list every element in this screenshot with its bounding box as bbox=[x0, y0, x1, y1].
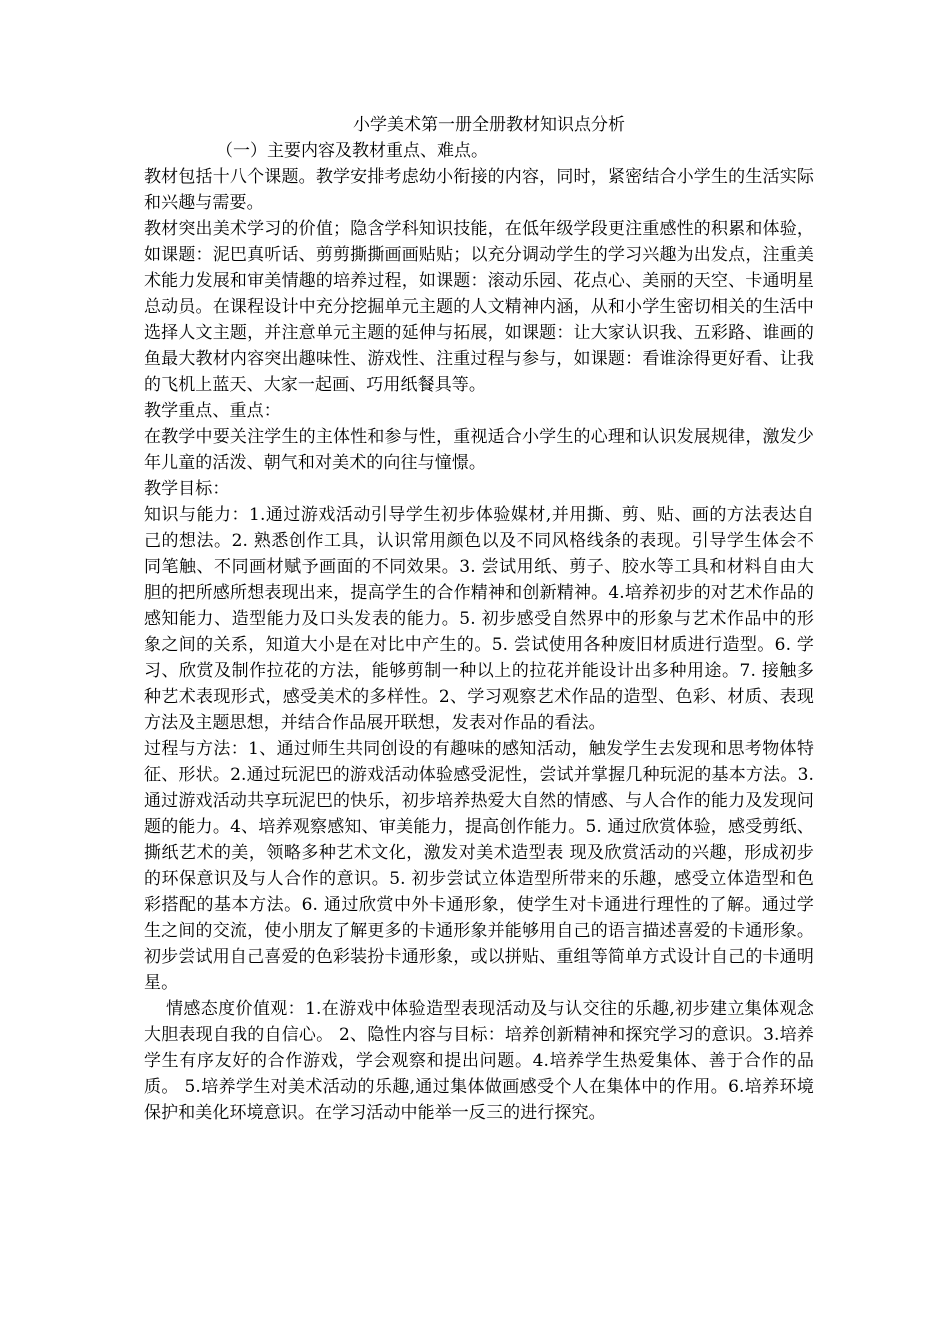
paragraph-focus-heading: 教学重点、重点： bbox=[144, 401, 281, 421]
paragraph-emotion-attitude: 情感态度价值观：1.在游戏中体验造型表现活动及与认交往的乐趣,初步建立集体观念大胆表现自我的自信心。 2、隐性内容与目标：培养创新精神和探究学习的意识。3.培养学生有序友好的合作游戏，学会观察和提出问题。4.培养学生热爱集体、善于合作的品质。 5.培养学生对美术活动的乐趣,通过集体做画感受个人在集体中的作用。6.培养环境保护和美化环境意识。在学习活动中能举一反三的进行探究。 bbox=[144, 999, 814, 1123]
paragraph-focus: 在教学中要关注学生的主体性和参与性，重视适合小学生的心理和认识发展规律，激发少年儿童的活泼、朝气和对美术的向往与憧憬。 bbox=[144, 427, 814, 473]
paragraph-value: 教材突出美术学习的价值；隐含学科知识技能，在低年级学段更注重感性的积累和体验，如课题：泥巴真听话、剪剪撕撕画画贴贴；以充分调动学生的学习兴趣为出发点，注重美术能力发展和审美情趣的培养过程，如课题：滚动乐园、花点心、美丽的天空、卡通明星总动员。在课程设计中充分挖掘单元主题的人文精神内涵，从和小学生密切相关的生活中选择人文主题，并注意单元主题的延伸与拓展，如课题：让大家认识我、五彩路、谁画的鱼最大教材内容突出趣味性、游戏性、注重过程与参与，如课题：看谁涂得更好看、让我的飞机上蓝天、大家一起画、巧用纸餐具等。 bbox=[144, 219, 814, 395]
paragraph-knowledge-ability: 知识与能力：1.通过游戏活动引导学生初步体验媒材,并用撕、剪、贴、画的方法表达自己的想法。2. 熟悉创作工具，认识常用颜色以及不同风格线条的表现。引导学生体会不同笔触、不同画材赋予画面的不同效果。3. 尝试用纸、剪子、胶水等工具和材料自由大胆的把所感所想表现出来，提高学生的合作精神和创新精神。4.培养初步的对艺术作品的感知能力、造型能力及口头发表的能力。5. 初步感受自然界中的形象与艺术作品中的形象之间的关系，知道大小是在对比中产生的。5. 尝试使用各种废旧材质进行造型。6. 学习、欣赏及制作拉花的方法，能够剪制一种以上的拉花并能设计出多种用途。7. 接触多种艺术表现形式，感受美术的多样性。2、学习观察艺术作品的造型、色彩、材质、表现方法及主题思想，并结合作品展开联想，发表对作品的看法。 bbox=[144, 505, 814, 733]
paragraph-process-method: 过程与方法：1、通过师生共同创设的有趣味的感知活动，触发学生去发现和思考物体特征、形状。2.通过玩泥巴的游戏活动体验感受泥性，尝试并掌握几种玩泥的基本方法。3.通过游戏活动共享玩泥巴的快乐，初步培养热爱大自然的情感、与人合作的能力及发现问题的能力。4、培养观察感知、审美能力，提高创作能力。5. 通过欣赏体验，感受剪纸、撕纸艺术的美，领略多种艺术文化，激发对美术造型表 现及欣赏活动的兴趣，形成初步的环保意识及与人合作的意识。5. 初步尝试立体造型所带来的乐趣，感受立体造型和色彩搭配的基本方法。6. 通过欣赏中外卡通形象，使学生对卡通进行理性的了解。通过学生之间的交流，使小朋友了解更多的卡通形象并能够用自己的语言描述喜爱的卡通形象。初步尝试用自己喜爱的色彩装扮卡通形象，或以拼贴、重组等简单方式设计自己的卡通明星。 bbox=[144, 739, 814, 993]
section-heading: （一）主要内容及教材重点、难点。 bbox=[216, 141, 488, 161]
paragraph-overview: 教材包括十八个课题。教学安排考虑幼小衔接的内容，同时，紧密结合小学生的生活实际和兴趣与需要。 bbox=[144, 167, 814, 213]
document-page bbox=[144, 112, 814, 1126]
document-title: 小学美术第一册全册教材知识点分析 bbox=[353, 115, 625, 135]
paragraph-goals-heading: 教学目标： bbox=[144, 479, 230, 499]
